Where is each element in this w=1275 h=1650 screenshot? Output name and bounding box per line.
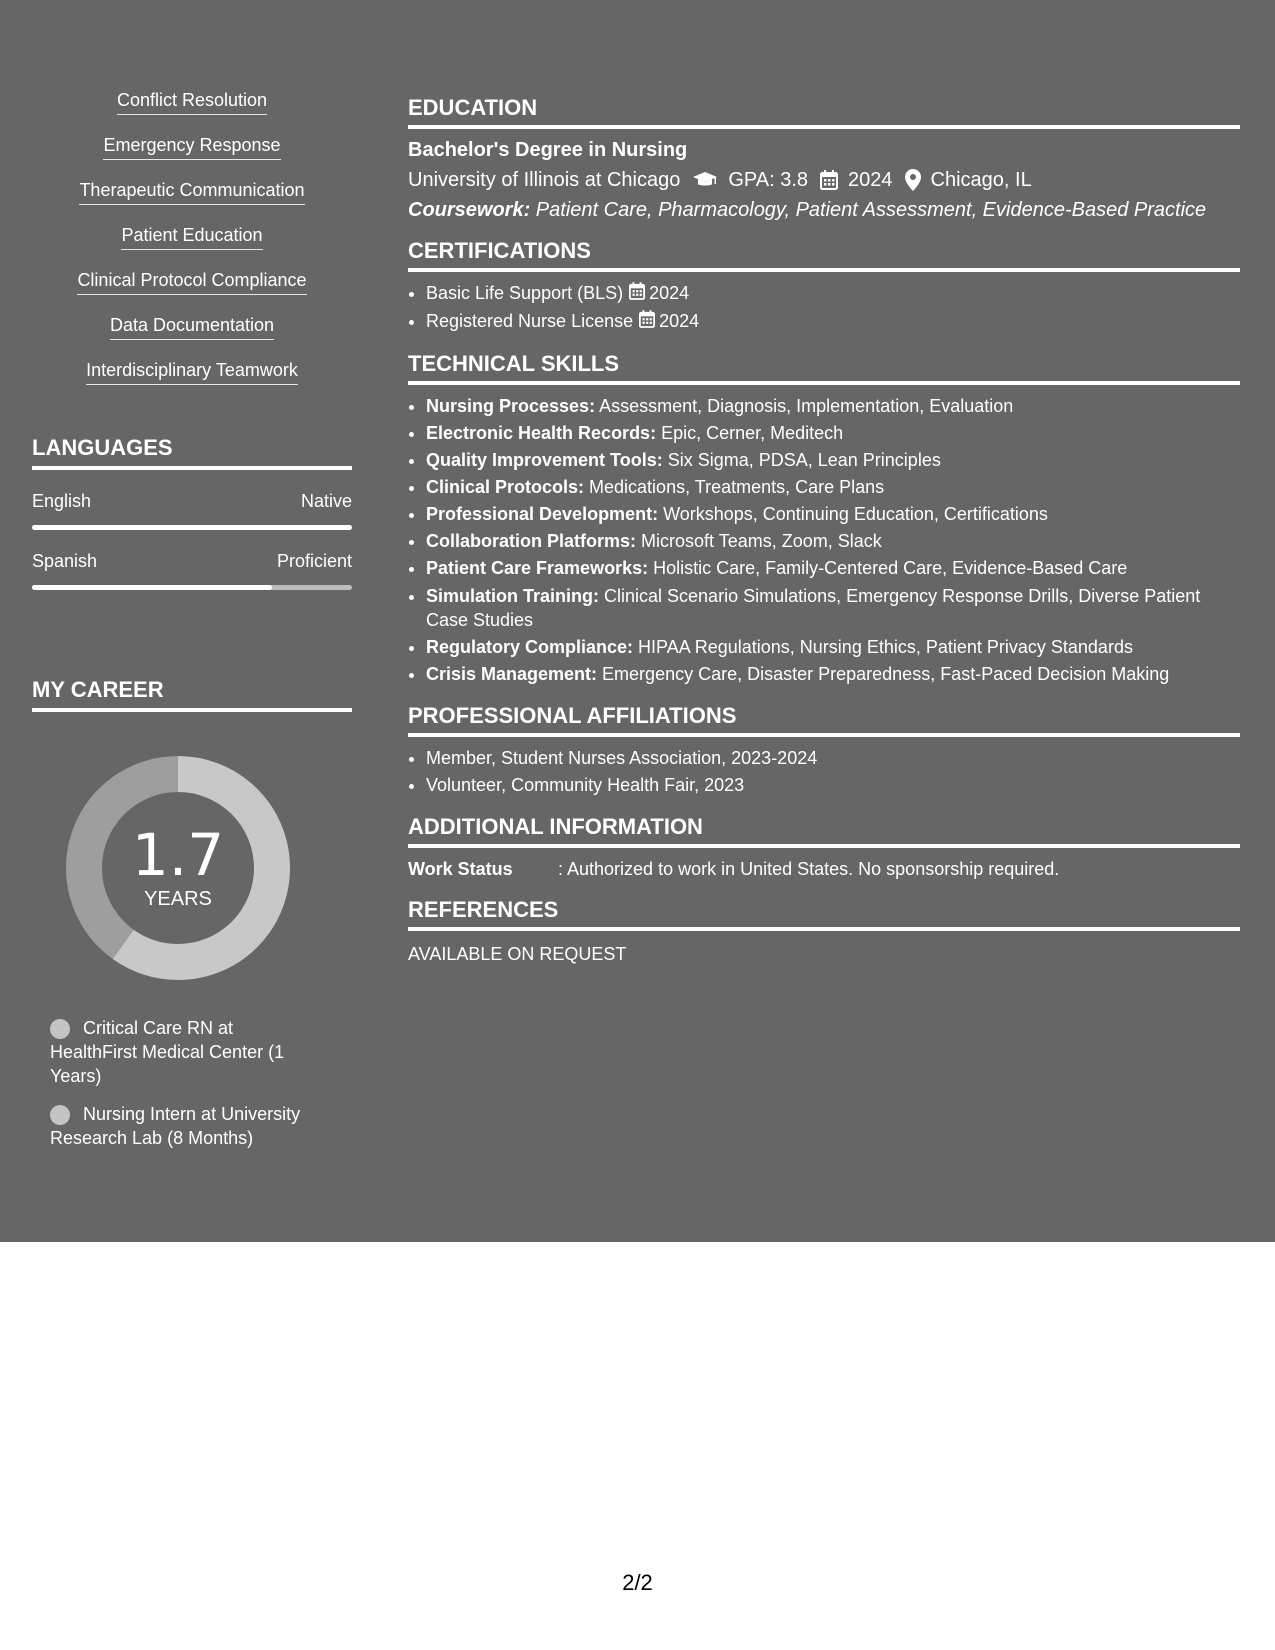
- career-item: [50, 1102, 320, 1150]
- technical-skills-list: [408, 393, 1240, 688]
- page-number: 2/2: [622, 1570, 653, 1595]
- technical-skill-item: [426, 393, 1240, 420]
- certification-year: 2024: [659, 310, 700, 331]
- coursework-label: Coursework:: [408, 199, 531, 221]
- career-list: [50, 1016, 320, 1164]
- education-year: 2024: [848, 169, 893, 191]
- skill-values: HIPAA Regulations, Nursing Ethics, Patient Privacy Standards: [633, 636, 1133, 657]
- technical-skill-item: [426, 582, 1240, 634]
- technical-skills-heading: TECHNICAL SKILLS: [408, 350, 1240, 385]
- calendar-icon: [639, 309, 655, 336]
- certifications-list: [408, 280, 1240, 336]
- career-dot-icon: [50, 1019, 70, 1039]
- coursework-text: Patient Care, Pharmacology, Patient Assessment, Evidence-Based Practice: [530, 199, 1207, 221]
- affiliations-list: [408, 745, 1240, 799]
- career-item: [50, 1016, 320, 1088]
- skill-category: Regulatory Compliance:: [426, 636, 634, 657]
- calendar-icon: [820, 170, 838, 190]
- language-proficiency-fill: [32, 525, 352, 530]
- skill-values: Six Sigma, PDSA, Lean Principles: [662, 449, 941, 470]
- career-donut-chart: [66, 756, 290, 980]
- skill-label: Interdisciplinary Teamwork: [86, 358, 298, 385]
- career-total-years: 1.7: [131, 821, 225, 889]
- skill-category: Patient Care Frameworks:: [426, 557, 649, 578]
- references-section: [408, 896, 1240, 967]
- technical-skills-section: [408, 350, 1240, 688]
- certifications-heading: CERTIFICATIONS: [408, 237, 1240, 272]
- skill-values: Clinical Scenario Simulations, Emergency Response Drills, Diverse Patient Case Studies: [426, 585, 1201, 630]
- skill-label: Clinical Protocol Compliance: [77, 268, 306, 295]
- language-proficiency-fill: [32, 585, 272, 590]
- technical-skill-item: [426, 634, 1240, 661]
- skill-values: Assessment, Diagnosis, Implementation, Evaluation: [595, 395, 1014, 416]
- calendar-icon: [629, 281, 645, 308]
- education-school: University of Illinois at Chicago: [408, 169, 681, 191]
- work-status-value: : Authorized to work in United States. No sponsorship required.: [558, 858, 1060, 879]
- language-row: [32, 550, 352, 590]
- certifications-section: [408, 237, 1240, 336]
- career-total-unit: YEARS: [144, 888, 212, 910]
- skill-label: Conflict Resolution: [117, 88, 267, 115]
- affiliations-heading: PROFESSIONAL AFFILIATIONS: [408, 702, 1240, 737]
- education-location: Chicago, IL: [930, 169, 1032, 191]
- skill-item: [32, 313, 352, 358]
- language-proficiency-bar: [32, 585, 352, 590]
- certification-item: [426, 308, 1240, 336]
- education-heading: EDUCATION: [408, 94, 1240, 129]
- references-heading: REFERENCES: [408, 896, 1240, 931]
- language-name: English: [32, 491, 92, 511]
- career-heading: MY CAREER: [32, 676, 352, 712]
- affiliation-item: • Volunteer, Community Health Fair, 2023: [426, 772, 1240, 799]
- certification-name: Basic Life Support (BLS): [426, 283, 624, 303]
- language-level: Native: [300, 491, 352, 511]
- career-item-text: Critical Care RN at HealthFirst Medical Center (1 Years): [50, 1018, 285, 1086]
- graduation-cap-icon: [692, 171, 718, 189]
- technical-skill-item: [426, 474, 1240, 501]
- career-section: [32, 676, 352, 1148]
- skill-category: Professional Development:: [426, 503, 659, 524]
- skill-item: [32, 358, 352, 403]
- technical-skill-item: [426, 555, 1240, 582]
- additional-info-section: [408, 813, 1240, 882]
- technical-skill-item: [426, 447, 1240, 474]
- work-status-row: [408, 856, 1240, 882]
- affiliations-section: [408, 702, 1240, 799]
- language-row: [32, 490, 352, 530]
- education-coursework: [408, 197, 1240, 223]
- education-details: [408, 167, 1240, 193]
- education-degree: Bachelor's Degree in Nursing: [408, 139, 688, 161]
- language-name: Spanish: [32, 551, 98, 571]
- skill-values: Holistic Care, Family-Centered Care, Evidence-Based Care: [648, 557, 1128, 578]
- skill-values: Emergency Care, Disaster Preparedness, Fast-Paced Decision Making: [597, 663, 1170, 684]
- certification-item: [426, 280, 1240, 308]
- technical-skill-item: [426, 501, 1240, 528]
- skill-label: Therapeutic Communication: [79, 178, 304, 205]
- skill-category: Clinical Protocols:: [426, 476, 585, 497]
- skill-category: Electronic Health Records:: [426, 422, 657, 443]
- skill-category: Crisis Management:: [426, 663, 598, 684]
- technical-skill-item: [426, 420, 1240, 447]
- skill-item: [32, 88, 352, 133]
- career-dot-icon: [50, 1105, 70, 1125]
- skill-values: Microsoft Teams, Zoom, Slack: [636, 530, 882, 551]
- skill-values: Epic, Cerner, Meditech: [656, 422, 844, 443]
- languages-section: [32, 434, 352, 590]
- certification-name: Registered Nurse License: [426, 310, 634, 331]
- language-level: Proficient: [276, 551, 352, 571]
- technical-skill-item: [426, 528, 1240, 555]
- skill-category: Nursing Processes:: [426, 395, 596, 416]
- skill-label: Data Documentation: [110, 313, 274, 340]
- technical-skill-item: [426, 661, 1240, 688]
- career-item-text: Nursing Intern at University Research Lab (8 Months): [50, 1104, 301, 1148]
- skill-item: [32, 268, 352, 313]
- skill-category: Collaboration Platforms:: [426, 530, 637, 551]
- skill-category: Quality Improvement Tools:: [426, 449, 663, 470]
- skill-item: [32, 133, 352, 178]
- skill-label: Patient Education: [121, 223, 262, 250]
- references-text: AVAILABLE ON REQUEST: [408, 943, 627, 964]
- languages-heading: LANGUAGES: [32, 434, 352, 470]
- skill-label: Emergency Response: [103, 133, 280, 160]
- skill-values: Workshops, Continuing Education, Certifications: [658, 503, 1048, 524]
- skills-list: [32, 88, 352, 403]
- skill-values: Medications, Treatments, Care Plans: [584, 476, 885, 497]
- right-column: [408, 94, 1240, 967]
- location-pin-icon: [905, 169, 921, 191]
- skill-item: [32, 223, 352, 268]
- affiliation-item: • Member, Student Nurses Association, 2023-2024: [426, 745, 1240, 772]
- additional-info-heading: ADDITIONAL INFORMATION: [408, 813, 1240, 848]
- skill-category: Simulation Training:: [426, 585, 600, 606]
- language-proficiency-bar: [32, 525, 352, 530]
- work-status-label: Work Status: [408, 858, 513, 879]
- education-section: [408, 94, 1240, 223]
- education-gpa: GPA: 3.8: [728, 169, 809, 191]
- certification-year: 2024: [649, 283, 690, 303]
- skill-item: [32, 178, 352, 223]
